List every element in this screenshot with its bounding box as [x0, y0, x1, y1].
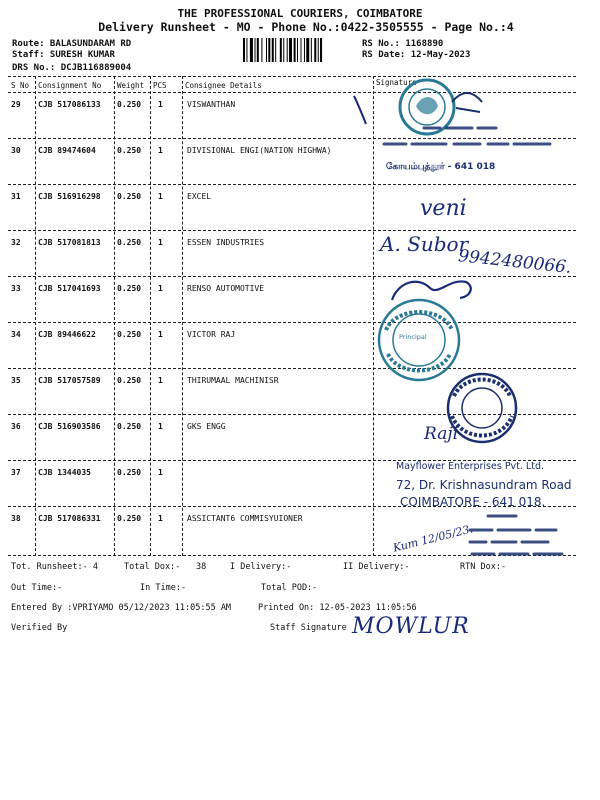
row-consignee: THIRUMAAL MACHINISR: [187, 376, 279, 385]
row-sno: 30: [11, 146, 21, 155]
row-pcs: 1: [158, 146, 163, 155]
row-consignment: CJB 517041693: [38, 284, 101, 293]
document-title: THE PROFESSIONAL COURIERS, COIMBATORE: [177, 7, 423, 20]
rtn-dox-label: RTN Dox:-: [460, 562, 507, 572]
stamp-text: கோயம்புத்தூர் - 641 018: [386, 162, 496, 172]
total-runsheet: Tot. Runsheet:- 4: [11, 562, 98, 572]
row-rule: [8, 184, 576, 185]
tamil-stamp-mark: [378, 120, 564, 162]
col-header-signature: Signature: [376, 78, 417, 87]
row-consignee: VISWANTHAN: [187, 100, 236, 109]
rs-date: RS Date: 12-May-2023: [362, 50, 471, 60]
out-time-label: Out Time:-: [11, 583, 63, 593]
row-consignee: RENSO AUTOMOTIVE: [187, 284, 265, 293]
tamil-stamp-mark: [464, 510, 568, 560]
i-delivery-label: I Delivery:-: [230, 562, 292, 572]
row-consignee: VICTOR RAJ: [187, 330, 236, 339]
row-consignment: CJB 517086331: [38, 514, 101, 523]
col-header-sno: S No: [11, 81, 30, 90]
row-pcs: 1: [158, 376, 163, 385]
row-pcs: 1: [158, 284, 163, 293]
rs-number: RS No.: 1168890: [362, 39, 444, 49]
col-header-consignment: Consignment No: [38, 81, 102, 90]
row-consignee: ESSEN INDUSTRIES: [187, 238, 265, 247]
row-rule: [8, 276, 576, 277]
row-weight: 0.250: [117, 192, 142, 201]
table-row: [0, 277, 600, 323]
table-top-rule: [8, 76, 576, 77]
table-row: [0, 185, 600, 231]
row-consignment: CJB 517057589: [38, 376, 101, 385]
row-pcs: 1: [158, 514, 163, 523]
row-pcs: 1: [158, 422, 163, 431]
in-time-label: In Time:-: [140, 583, 187, 593]
pen-stroke-mark: [350, 90, 372, 130]
row-consignment: CJB 516903586: [38, 422, 101, 431]
row-consignment: CJB 1344035: [38, 468, 91, 477]
row-consignee: ASSICTANT6 COMMISYUIONER: [187, 514, 303, 523]
ii-delivery-label: II Delivery:-: [343, 562, 410, 572]
staff-label: Staff: SURESH KUMAR: [12, 50, 115, 60]
row-sno: 35: [11, 376, 21, 385]
staff-signature-label: Staff Signature: [270, 623, 347, 633]
handwritten-signature: veni: [420, 196, 467, 221]
row-sno: 29: [11, 100, 21, 109]
barcode-image: [243, 38, 353, 62]
drs-number: DRS No.: DCJB116889004: [12, 63, 132, 73]
row-pcs: 1: [158, 468, 163, 477]
row-sno: 31: [11, 192, 21, 201]
route-label: Route: BALASUNDARAM RD: [12, 39, 132, 49]
stamp-text: Principal: [399, 333, 427, 341]
row-consignee: GKS ENGG: [187, 422, 226, 431]
total-dox-value: 38: [196, 562, 207, 572]
handwritten-phone: 9942480066.: [457, 246, 573, 278]
row-sno: 36: [11, 422, 21, 431]
row-weight: 0.250: [117, 146, 142, 155]
row-consignee: EXCEL: [187, 192, 212, 201]
row-rule: [8, 230, 576, 231]
row-consignee: DIVISIONAL ENGI(NATION HIGHWA): [187, 146, 332, 155]
row-pcs: 1: [158, 238, 163, 247]
stamp-text: Mayflower Enterprises Pvt. Ltd.: [396, 461, 544, 472]
stamp-text: COIMBATORE - 641 018.: [400, 495, 546, 509]
row-weight: 0.250: [117, 330, 142, 339]
total-pod-label: Total POD:-: [261, 583, 318, 593]
row-consignment: CJB 517086133: [38, 100, 101, 109]
row-pcs: 1: [158, 100, 163, 109]
row-sno: 38: [11, 514, 21, 523]
row-rule: [8, 322, 576, 323]
row-consignment: CJB 516916298: [38, 192, 101, 201]
row-weight: 0.250: [117, 284, 142, 293]
row-sno: 33: [11, 284, 21, 293]
document-subtitle: Delivery Runsheet - MO - Phone No.:0422-3505555 - Page No.:4: [98, 20, 514, 34]
total-dox-label: Total Dox:-: [124, 562, 181, 572]
staff-signature-handwriting: MOWLUR: [352, 614, 470, 639]
row-weight: 0.250: [117, 514, 142, 523]
row-consignment: CJB 89474604: [38, 146, 96, 155]
row-sno: 32: [11, 238, 21, 247]
verified-by-label: Verified By: [11, 623, 68, 633]
handwritten-signature: A. Subor: [380, 232, 469, 256]
row-pcs: 1: [158, 192, 163, 201]
stamp-text: 72, Dr. Krishnasundram Road: [396, 478, 572, 492]
col-header-weight: Weight: [117, 81, 145, 90]
row-weight: 0.250: [117, 468, 142, 477]
row-consignment: CJB 517081813: [38, 238, 101, 247]
row-sno: 34: [11, 330, 21, 339]
row-consignment: CJB 89446622: [38, 330, 96, 339]
handwritten-date: Kum 12/05/23.: [391, 522, 475, 555]
row-sno: 37: [11, 468, 21, 477]
handwritten-signature: Raji: [424, 424, 459, 444]
row-pcs: 1: [158, 330, 163, 339]
col-header-pcs: PCS: [153, 81, 167, 90]
col-header-consignee: Consignee Details: [185, 81, 262, 90]
row-weight: 0.250: [117, 238, 142, 247]
row-weight: 0.250: [117, 376, 142, 385]
table-row: [0, 323, 600, 369]
entered-by: Entered By :VPRIYAMO 05/12/2023 11:05:55 AM: [11, 603, 232, 613]
ink-scribble-mark: [450, 88, 486, 118]
row-weight: 0.250: [117, 100, 142, 109]
row-weight: 0.250: [117, 422, 142, 431]
printed-on: Printed On: 12-05-2023 11:05:56: [258, 603, 417, 613]
